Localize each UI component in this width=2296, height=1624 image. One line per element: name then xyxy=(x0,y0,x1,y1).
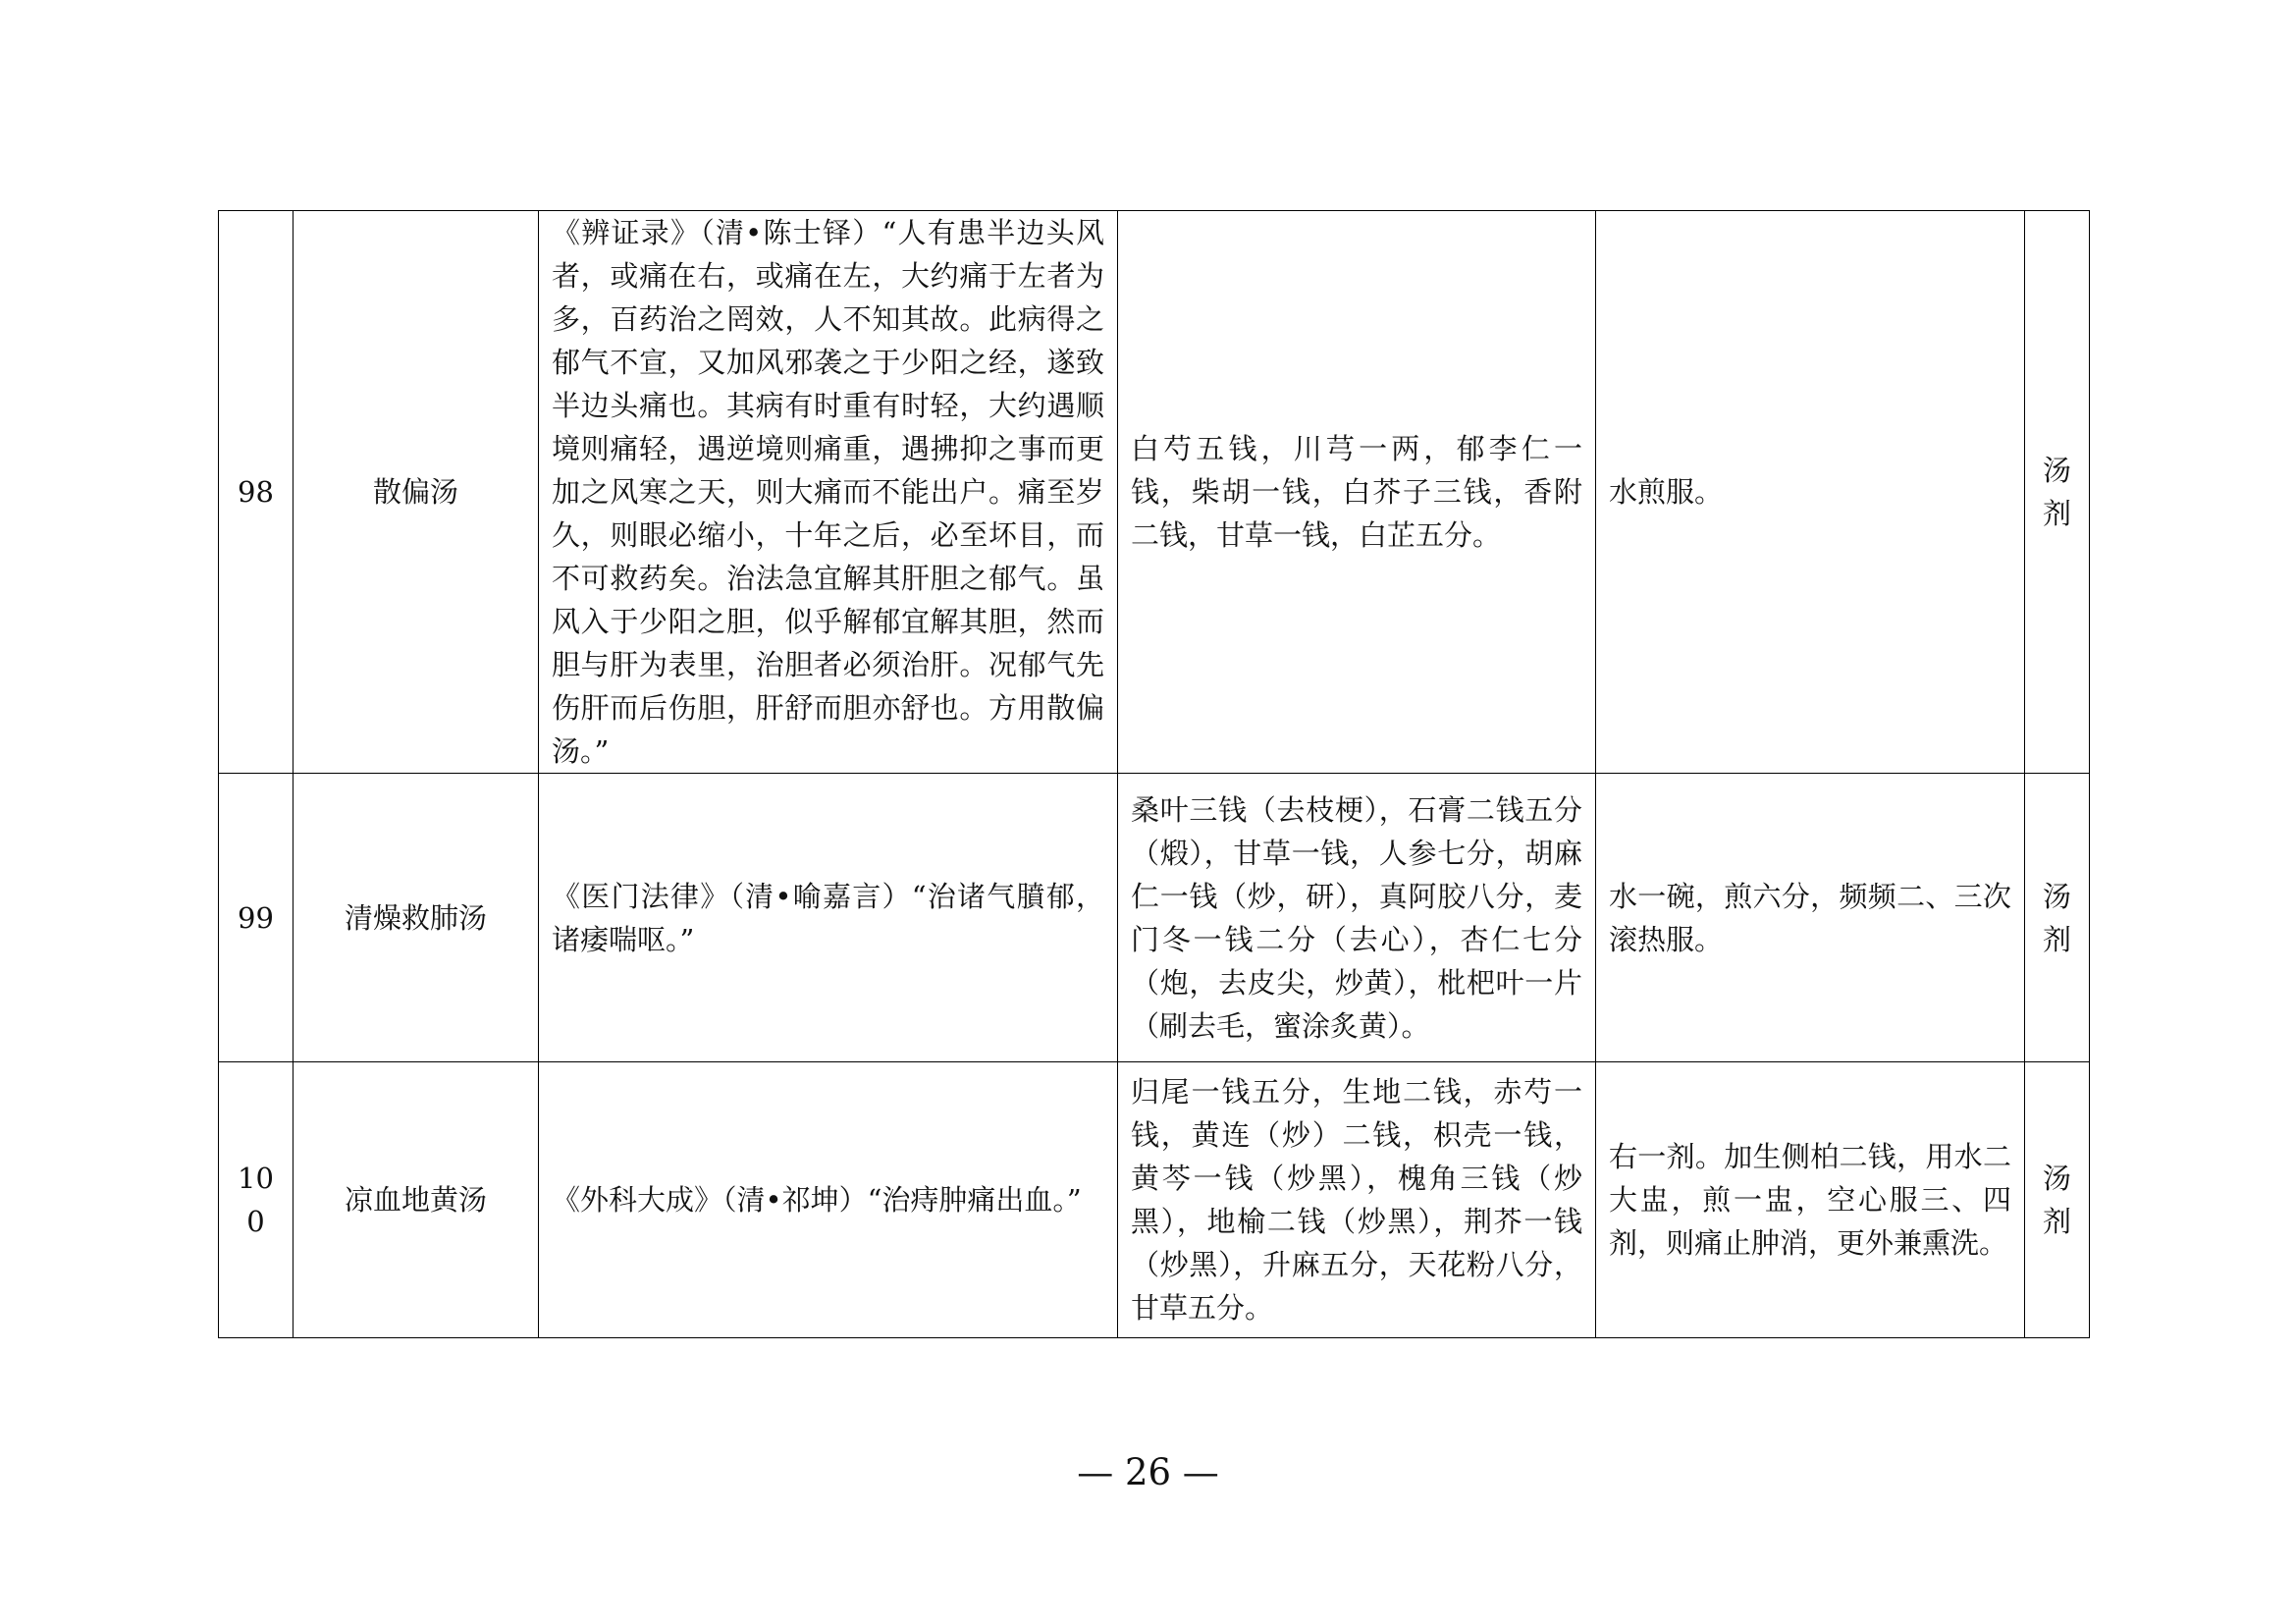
composition-text: 白芍五钱，川芎一两，郁李仁一钱，柴胡一钱，白芥子三钱，香附二钱，甘草一钱，白芷五分。 xyxy=(1118,211,1596,774)
source-text: 《辨证录》（清•陈士铎）“人有患半边头风者，或痛在右，或痛在左，大约痛于左者为多，百药治之罔效，人不知其故。此病得之郁气不宣，又加风邪袭之于少阳之经，遂致半边头痛也。其病有时重有时轻，大约遇顺境则痛轻，遇逆境则痛重，遇拂抑之事而更加之风寒之天，则大痛而不能出户。痛至岁久，则眼必缩小，十年之后，必至坏目，而不可救药矣。治法急宜解其肝胆之郁气。虽风入于少阳之胆，似乎解郁宜解其胆，然而胆与肝为表里，治胆者必须治肝。况郁气先伤肝而后伤胆，肝舒而胆亦舒也。方用散偏汤。” xyxy=(539,211,1118,774)
row-number: 100 xyxy=(219,1062,294,1338)
formula-name: 清燥救肺汤 xyxy=(294,774,539,1062)
formula-name: 散偏汤 xyxy=(294,211,539,774)
table-row xyxy=(219,1062,2090,1338)
table-row xyxy=(219,774,2090,1062)
usage-text: 水一碗，煎六分，频频二、三次滚热服。 xyxy=(1596,774,2025,1062)
dosage-form: 汤剂 xyxy=(2025,211,2090,774)
table-row xyxy=(219,211,2090,774)
source-text: 《外科大成》（清•祁坤）“治痔肿痛出血。” xyxy=(539,1062,1118,1338)
row-number: 98 xyxy=(219,211,294,774)
formula-table xyxy=(218,210,2090,1338)
source-text: 《医门法律》（清•喻嘉言）“治诸气膹郁，诸痿喘呕。” xyxy=(539,774,1118,1062)
composition-text: 归尾一钱五分，生地二钱，赤芍一钱，黄连（炒）二钱，枳壳一钱，黄芩一钱（炒黑），槐角三钱（炒黑），地榆二钱（炒黑），荆芥一钱（炒黑），升麻五分，天花粉八分，甘草五分。 xyxy=(1118,1062,1596,1338)
formula-name: 凉血地黄汤 xyxy=(294,1062,539,1338)
usage-text: 右一剂。加生侧柏二钱，用水二大盅，煎一盅，空心服三、四剂，则痛止肿消，更外兼熏洗。 xyxy=(1596,1062,2025,1338)
dosage-form: 汤剂 xyxy=(2025,1062,2090,1338)
dosage-form: 汤剂 xyxy=(2025,774,2090,1062)
row-number: 99 xyxy=(219,774,294,1062)
page-number: — 26 — xyxy=(1077,1451,1219,1493)
usage-text: 水煎服。 xyxy=(1596,211,2025,774)
composition-text: 桑叶三钱（去枝梗），石膏二钱五分（煅），甘草一钱，人参七分，胡麻仁一钱（炒，研），真阿胶八分，麦门冬一钱二分（去心），杏仁七分（炮，去皮尖，炒黄），枇杷叶一片（刷去毛，蜜涂炙黄）。 xyxy=(1118,774,1596,1062)
